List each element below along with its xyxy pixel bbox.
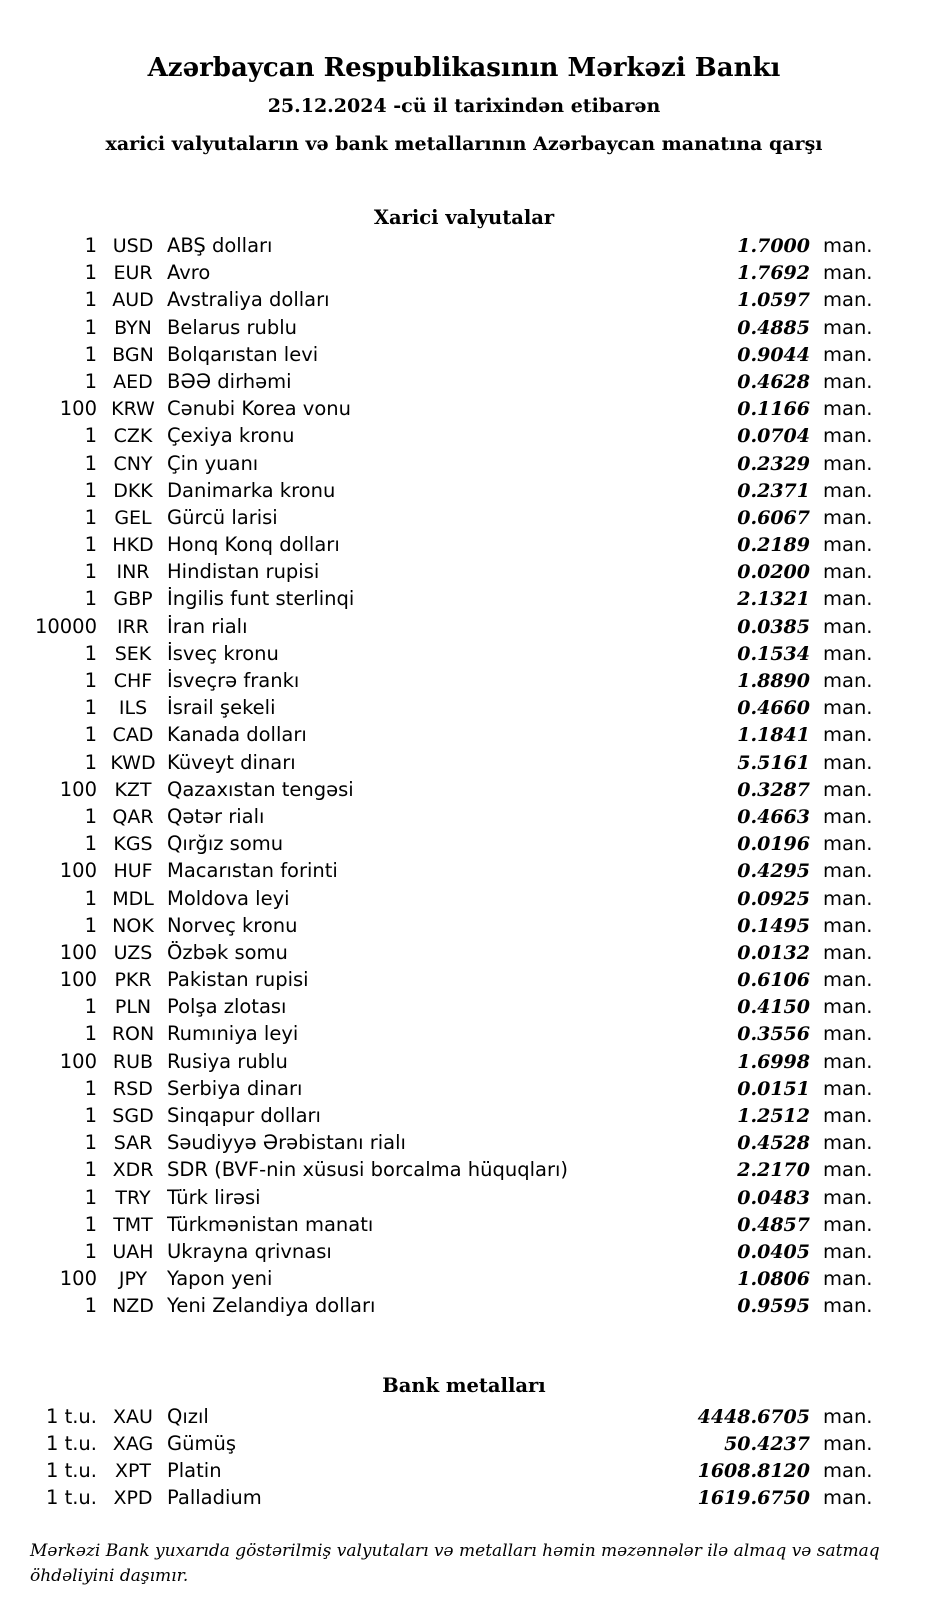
exchange-row (0, 1292, 928, 1319)
currency-code: XDR (112, 1159, 154, 1182)
rate-value: 0.0132 (737, 941, 810, 964)
currency-code: MDL (112, 887, 154, 910)
effective-date-line: 25.12.2024 -cü il tarixindən etibarən (267, 95, 661, 117)
unit-amount: 1 (84, 669, 97, 692)
rate-value: 1.7692 (737, 262, 810, 285)
unit-amount: 1 (84, 804, 97, 828)
exchange-row (0, 1211, 928, 1238)
currency-name: Macarıstan forinti (167, 859, 338, 883)
currency-code: CAD (112, 724, 154, 747)
currency-code: KRW (111, 398, 155, 421)
currency-name: İran rialı (167, 614, 248, 638)
currency-name: Çin yuanı (167, 451, 259, 475)
exchange-row (0, 1238, 928, 1265)
unit-amount: 1 (84, 587, 97, 611)
unit-amount: 100 (59, 968, 97, 992)
currency-code: SEK (114, 642, 152, 665)
exchange-row (0, 1020, 928, 1047)
currency-name: Qətər rialı (167, 804, 265, 828)
currency-code: EUR (113, 262, 153, 285)
exchange-row (0, 885, 928, 912)
rate-unit: man. (823, 587, 873, 611)
rate-value: 1619.6750 (697, 1487, 810, 1510)
exchange-row (0, 667, 928, 694)
unit-amount: 1 (84, 315, 97, 339)
exchange-row (0, 993, 928, 1020)
unit-amount: 1 (84, 1158, 97, 1182)
exchange-row (0, 314, 928, 341)
currency-code: KGS (113, 833, 153, 856)
currency-code: AUD (112, 289, 154, 312)
exchange-row (0, 640, 928, 667)
unit-amount: 1 (84, 369, 97, 393)
currency-name: Moldova leyi (167, 886, 290, 910)
rate-unit: man. (823, 1212, 873, 1236)
rate-unit: man. (823, 886, 873, 910)
exchange-row (0, 1102, 928, 1129)
rate-unit: man. (823, 995, 873, 1019)
rate-unit: man. (823, 1158, 873, 1182)
currency-code: GEL (114, 506, 152, 529)
exchange-row (0, 1484, 928, 1511)
currency-name: Ukrayna qrivnası (167, 1239, 332, 1263)
currency-code: JPY (118, 1268, 148, 1291)
currency-code: IRR (116, 615, 149, 638)
currency-name: Çexiya kronu (167, 424, 295, 448)
rate-unit: man. (823, 1131, 873, 1155)
currency-name: Polşa zlotası (167, 995, 287, 1019)
unit-amount: 1 (84, 288, 97, 312)
unit-amount: 1 (84, 424, 97, 448)
unit-amount: 1 t.u. (45, 1458, 97, 1482)
exchange-row (0, 1075, 928, 1102)
rate-unit: man. (823, 342, 873, 366)
rate-value: 0.4660 (737, 697, 810, 720)
currency-name: Pakistan rupisi (167, 968, 309, 992)
rate-value: 0.9595 (737, 1295, 810, 1318)
rate-value: 0.3287 (737, 778, 810, 801)
rate-value: 0.1166 (737, 398, 810, 421)
currency-code: INR (116, 561, 150, 584)
rate-value: 1608.8120 (697, 1459, 810, 1482)
unit-amount: 1 (84, 750, 97, 774)
rate-unit: man. (823, 533, 873, 557)
rate-value: 0.0704 (737, 425, 810, 448)
exchange-row (0, 1129, 928, 1156)
rate-value: 0.1534 (737, 642, 810, 665)
currency-name: Rumıniya leyi (167, 1022, 299, 1046)
currency-name: Belarus rublu (167, 315, 298, 339)
exchange-row (0, 1430, 928, 1457)
rate-unit: man. (823, 1431, 873, 1455)
currency-name: Türkmənistan manatı (167, 1212, 374, 1236)
rate-value: 0.2189 (737, 534, 810, 557)
exchange-row (0, 1457, 928, 1484)
currency-code: RON (111, 1023, 155, 1046)
rate-unit: man. (823, 832, 873, 856)
unit-amount: 100 (59, 397, 97, 421)
rate-unit: man. (823, 1458, 873, 1482)
exchange-row (0, 803, 928, 830)
exchange-row (0, 477, 928, 504)
rate-unit: man. (823, 451, 873, 475)
exchange-row (0, 1156, 928, 1183)
unit-amount: 1 (84, 1185, 97, 1209)
currency-name: Danimarka kronu (167, 478, 336, 502)
exchange-row (0, 1265, 928, 1292)
currency-code: TMT (113, 1213, 153, 1236)
currency-rate-table (0, 232, 928, 1320)
exchange-row (0, 450, 928, 477)
page-subtitle: xarici valyutaların və bank metallarının Azərbaycan manatına qarşı (105, 133, 823, 155)
unit-amount: 100 (59, 940, 97, 964)
unit-amount: 100 (59, 859, 97, 883)
rate-value: 0.3556 (737, 1023, 810, 1046)
rate-unit: man. (823, 1239, 873, 1263)
rate-value: 0.4628 (737, 370, 810, 393)
unit-amount: 1 (84, 995, 97, 1019)
currency-name: Yeni Zelandiya dolları (167, 1294, 376, 1318)
unit-amount: 1 (84, 1131, 97, 1155)
unit-amount: 1 t.u. (45, 1404, 97, 1428)
rate-unit: man. (823, 424, 873, 448)
metal-rate-table (0, 1403, 928, 1512)
exchange-row (0, 966, 928, 993)
currency-name: Palladium (167, 1486, 262, 1510)
currency-code: XPT (114, 1459, 152, 1482)
unit-amount: 1 (84, 1076, 97, 1100)
rate-value: 0.0196 (737, 833, 810, 856)
unit-amount: 1 (84, 1239, 97, 1263)
unit-amount: 1 (84, 505, 97, 529)
rate-value: 0.4663 (737, 805, 810, 828)
rate-unit: man. (823, 1076, 873, 1100)
currency-code: SAR (113, 1132, 153, 1155)
currency-code: BYN (114, 316, 152, 339)
rate-value: 1.6998 (737, 1050, 810, 1073)
rate-unit: man. (823, 1022, 873, 1046)
rate-unit: man. (823, 1185, 873, 1209)
rate-unit: man. (823, 1294, 873, 1318)
unit-amount: 1 (84, 560, 97, 584)
unit-amount: 10000 (34, 614, 97, 638)
rate-unit: man. (823, 859, 873, 883)
currency-code: GBP (113, 588, 153, 611)
rate-unit: man. (823, 288, 873, 312)
exchange-row (0, 286, 928, 313)
currency-code: XPD (113, 1487, 153, 1510)
exchange-row (0, 232, 928, 259)
rate-value: 0.9044 (737, 343, 810, 366)
currency-name: Platin (167, 1458, 222, 1482)
rate-unit: man. (823, 940, 873, 964)
currency-name: Türk lirəsi (167, 1185, 261, 1209)
unit-amount: 1 (84, 696, 97, 720)
currency-code: NZD (112, 1295, 154, 1318)
rate-unit: man. (823, 505, 873, 529)
currency-code: USD (112, 235, 154, 257)
rate-value: 0.1495 (737, 914, 810, 937)
unit-amount: 1 (84, 832, 97, 856)
exchange-row (0, 341, 928, 368)
currency-code: KWD (110, 751, 156, 774)
unit-amount: 1 t.u. (45, 1431, 97, 1455)
exchange-row (0, 422, 928, 449)
currency-code: AED (113, 370, 153, 393)
currency-code: DKK (113, 479, 153, 502)
currency-code: ILS (118, 697, 148, 720)
rate-value: 0.2329 (737, 452, 810, 475)
rate-value: 0.4857 (737, 1213, 810, 1236)
currency-name: Gümüş (167, 1431, 236, 1455)
currency-code: SGD (112, 1105, 154, 1127)
rate-unit: man. (823, 641, 873, 665)
unit-amount: 1 (84, 1104, 97, 1127)
rate-unit: man. (823, 234, 873, 257)
currency-name: Səudiyyə Ərəbistanı rialı (167, 1131, 406, 1155)
rate-unit: man. (823, 968, 873, 992)
rate-value: 0.4528 (737, 1132, 810, 1155)
currency-name: Gürcü larisi (167, 505, 278, 529)
rate-unit: man. (823, 397, 873, 421)
currency-name: Küveyt dinarı (167, 750, 296, 774)
exchange-row (0, 259, 928, 286)
currency-name: Özbək somu (167, 940, 288, 964)
section-title-foreign-currencies: Xarici valyutalar (373, 206, 555, 229)
rate-value: 0.4885 (737, 316, 810, 339)
rate-unit: man. (823, 1104, 873, 1127)
rate-value: 4448.6705 (697, 1405, 810, 1428)
exchange-row (0, 368, 928, 395)
rate-unit: man. (823, 1404, 873, 1428)
rate-value: 5.5161 (737, 751, 810, 774)
exchange-row (0, 1184, 928, 1211)
rate-value: 0.6106 (737, 969, 810, 992)
currency-name: Avro (167, 261, 211, 285)
unit-amount: 1 (84, 641, 97, 665)
currency-code: RUB (112, 1050, 154, 1073)
unit-amount: 1 (84, 342, 97, 366)
currency-code: CZK (113, 425, 153, 448)
exchange-row (0, 585, 928, 612)
unit-amount: 1 (84, 478, 97, 502)
currency-name: Bolqarıstan levi (167, 342, 319, 366)
footnote: Mərkəzi Bank yuxarıda göstərilmiş valyutaları və metalları həmin məzənnələr ilə almaq və satmaq öhdəliyini daşımır. (30, 1541, 880, 1587)
rate-unit: man. (823, 804, 873, 828)
unit-amount: 100 (59, 1049, 97, 1073)
rate-value: 0.2371 (737, 479, 810, 502)
currency-code: NOK (112, 914, 154, 937)
currency-name: Yapon yeni (167, 1267, 273, 1291)
rate-unit: man. (823, 315, 873, 339)
rate-value: 0.0200 (737, 561, 810, 584)
exchange-row (0, 1048, 928, 1075)
rate-unit: man. (823, 478, 873, 502)
rate-value: 2.2170 (737, 1159, 810, 1182)
rate-value: 1.8890 (737, 670, 810, 692)
rate-value: 0.0925 (737, 887, 810, 910)
currency-name: Avstraliya dolları (167, 288, 330, 312)
currency-name: Hindistan rupisi (167, 560, 320, 584)
currency-name: Qazaxıstan tengəsi (167, 777, 354, 801)
rate-unit: man. (823, 669, 873, 692)
currency-code: UZS (113, 941, 153, 964)
unit-amount: 1 t.u. (45, 1486, 97, 1510)
currency-name: Rusiya rublu (167, 1049, 288, 1073)
exchange-row (0, 395, 928, 422)
unit-amount: 1 (84, 723, 97, 747)
rate-value: 1.0806 (737, 1268, 810, 1291)
rate-value: 0.0483 (737, 1186, 810, 1209)
rate-value: 1.7000 (737, 235, 810, 257)
rate-unit: man. (823, 261, 873, 285)
currency-name: İsrail şekeli (167, 696, 276, 720)
rate-unit: man. (823, 777, 873, 801)
currency-name: İsveç kronu (167, 641, 279, 665)
rate-value: 50.4237 (724, 1432, 810, 1455)
currency-name: Cənubi Korea vonu (167, 397, 351, 421)
exchange-row (0, 830, 928, 857)
section-title-bank-metals: Bank metalları (382, 1373, 546, 1397)
currency-name: Serbiya dinarı (167, 1076, 303, 1100)
unit-amount: 1 (84, 451, 97, 475)
currency-name: SDR (BVF-nin xüsusi borcalma hüquqları) (167, 1158, 569, 1182)
exchange-row (0, 558, 928, 585)
currency-name: Sinqapur dolları (167, 1104, 321, 1127)
exchange-row (0, 776, 928, 803)
rate-unit: man. (823, 560, 873, 584)
rate-value: 0.6067 (737, 506, 810, 529)
rate-value: 0.0151 (737, 1077, 810, 1100)
rate-unit: man. (823, 696, 873, 720)
rate-value: 0.0405 (737, 1240, 810, 1263)
currency-name: Norveç kronu (167, 913, 298, 937)
currency-name: BƏƏ dirhəmi (167, 369, 292, 393)
exchange-row (0, 857, 928, 884)
rate-value: 0.0385 (737, 615, 810, 638)
currency-code: XAG (112, 1432, 154, 1455)
currency-code: HUF (113, 860, 153, 883)
unit-amount: 100 (59, 777, 97, 801)
rate-unit: man. (823, 1267, 873, 1291)
currency-code: BGN (112, 343, 154, 366)
exchange-row (0, 504, 928, 531)
currency-name: ABŞ dolları (167, 234, 273, 257)
page-title: Azərbaycan Respublikasının Mərkəzi Bankı (147, 53, 781, 83)
unit-amount: 100 (59, 1267, 97, 1291)
rate-unit: man. (823, 1049, 873, 1073)
unit-amount: 1 (84, 1294, 97, 1318)
rate-unit: man. (823, 369, 873, 393)
currency-code: KZT (114, 778, 152, 801)
exchange-row (0, 531, 928, 558)
currency-code: PKR (114, 969, 152, 992)
rate-value: 1.0597 (737, 289, 810, 312)
currency-code: RSD (113, 1077, 153, 1100)
rate-value: 1.2512 (737, 1105, 810, 1127)
rate-unit: man. (823, 723, 873, 747)
currency-code: QAR (112, 805, 154, 828)
exchange-row (0, 694, 928, 721)
exchange-row (0, 613, 928, 640)
exchange-row (0, 721, 928, 748)
rate-unit: man. (823, 913, 873, 937)
currency-name: Honq Konq dolları (167, 533, 340, 557)
currency-code: HKD (112, 534, 154, 557)
unit-amount: 1 (84, 261, 97, 285)
rate-value: 0.4295 (737, 860, 810, 883)
rate-unit: man. (823, 1486, 873, 1510)
rate-value: 2.1321 (737, 588, 810, 611)
rate-unit: man. (823, 750, 873, 774)
unit-amount: 1 (84, 533, 97, 557)
exchange-row (0, 749, 928, 776)
rate-unit: man. (823, 614, 873, 638)
currency-name: Qırğız somu (167, 832, 284, 856)
exchange-row (0, 912, 928, 939)
exchange-row (0, 939, 928, 966)
currency-code: XAU (113, 1405, 153, 1428)
currency-code: UAH (112, 1240, 154, 1263)
currency-code: CHF (113, 670, 153, 692)
unit-amount: 1 (84, 234, 97, 257)
unit-amount: 1 (84, 886, 97, 910)
rate-value: 1.1841 (737, 724, 810, 747)
unit-amount: 1 (84, 913, 97, 937)
exchange-row (0, 1403, 928, 1430)
unit-amount: 1 (84, 1212, 97, 1236)
currency-code: PLN (114, 996, 152, 1019)
currency-code: TRY (115, 1186, 151, 1209)
rate-value: 0.4150 (737, 996, 810, 1019)
currency-name: Qızıl (167, 1404, 209, 1428)
currency-name: İngilis funt sterlinqi (167, 587, 355, 611)
currency-code: CNY (113, 452, 153, 475)
unit-amount: 1 (84, 1022, 97, 1046)
currency-name: İsveçrə frankı (167, 669, 300, 692)
currency-name: Kanada dolları (167, 723, 307, 747)
